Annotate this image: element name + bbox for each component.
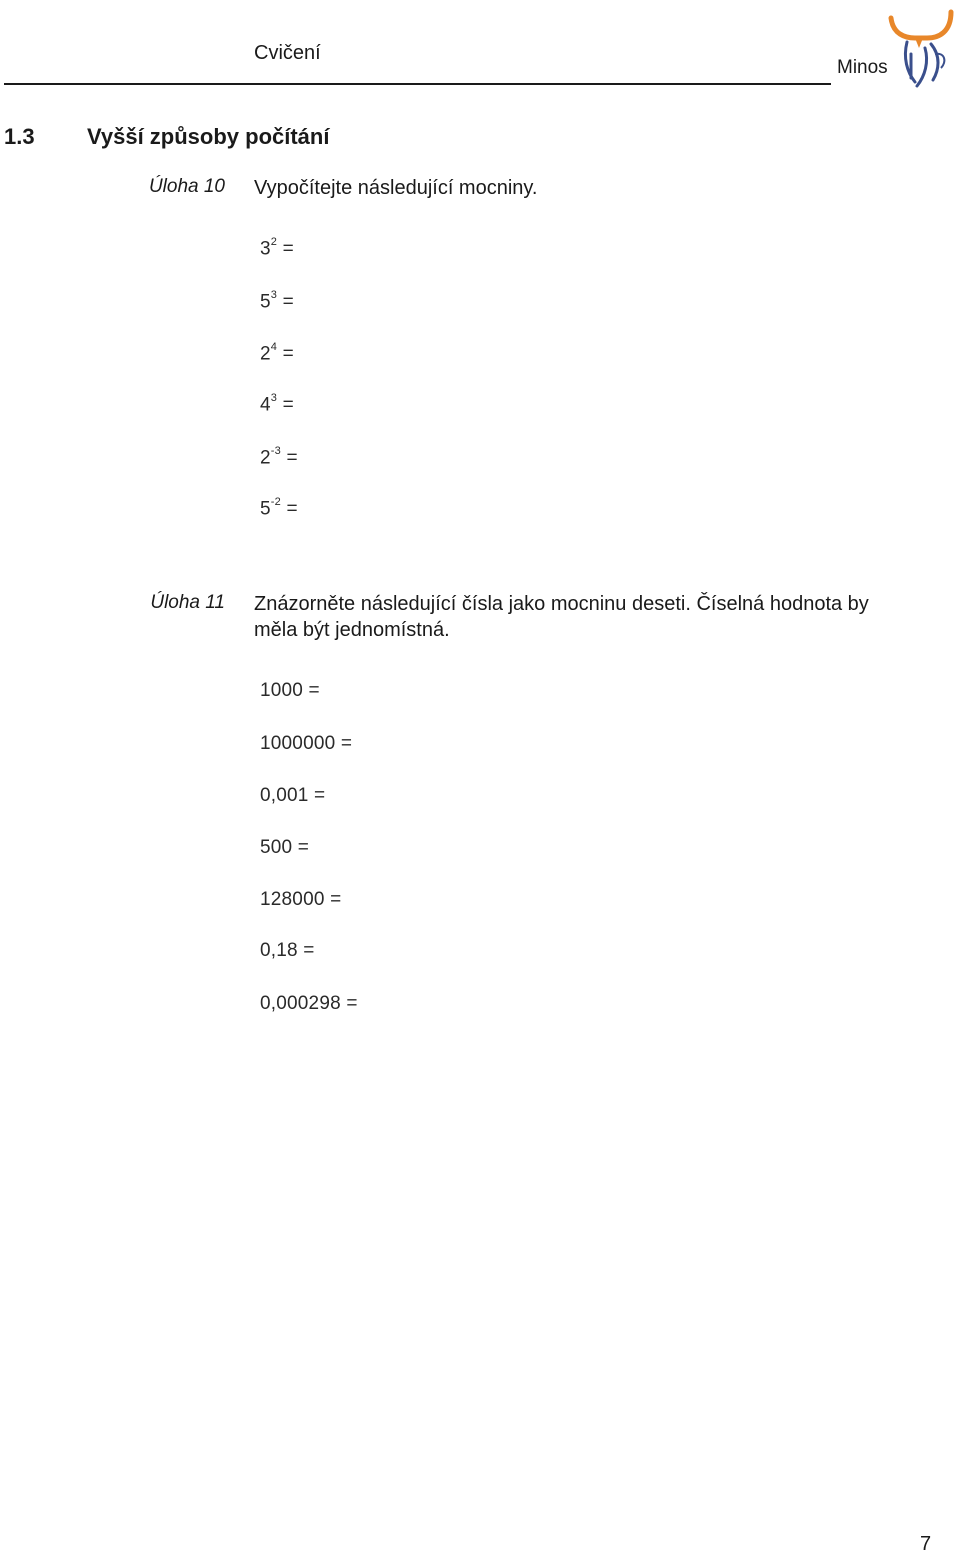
section-title: Vyšší způsoby počítání [87,124,330,149]
decimal-item-5: 128000 = [260,889,342,910]
task-10-instruction: Vypočítejte následující mocniny. [254,177,538,199]
task-11-label: Úloha 11 [150,592,225,613]
task-11-line-2: měla být jednomístná. [254,619,450,641]
decimal-item-7: 0,000298 = [260,993,358,1014]
decimal-item-6: 0,18 = [260,940,315,961]
power-item-4: $4^3$ = [260,392,294,416]
bull-head-logo-icon [885,8,957,90]
power-item-6: $5^{-2}$ = [260,496,298,520]
section-number: 1.3 [4,124,35,149]
power-item-3: $2^4$ = [260,341,294,365]
task-11-line-1: Znázorněte následující čísla jako mocninu deseti. Číselná hodnota by [254,593,869,615]
page-number: 7 [920,1533,932,1555]
power-item-2: $5^3$ = [260,289,294,313]
header-rule [4,83,831,85]
decimal-item-1: 1000 = [260,680,320,701]
power-item-1: $3^2$ = [260,236,294,260]
task-10-label: Úloha 10 [148,176,225,197]
decimal-item-4: 500 = [260,837,310,858]
chapter-title: Cvičení [254,42,321,64]
task-11-instruction [254,591,944,643]
decimal-item-2: 1000000 = [260,733,353,754]
power-item-5: $2^{-3}$ = [260,445,298,469]
brand-name: Minos [837,57,888,78]
decimal-item-3: 0,001 = [260,785,326,806]
